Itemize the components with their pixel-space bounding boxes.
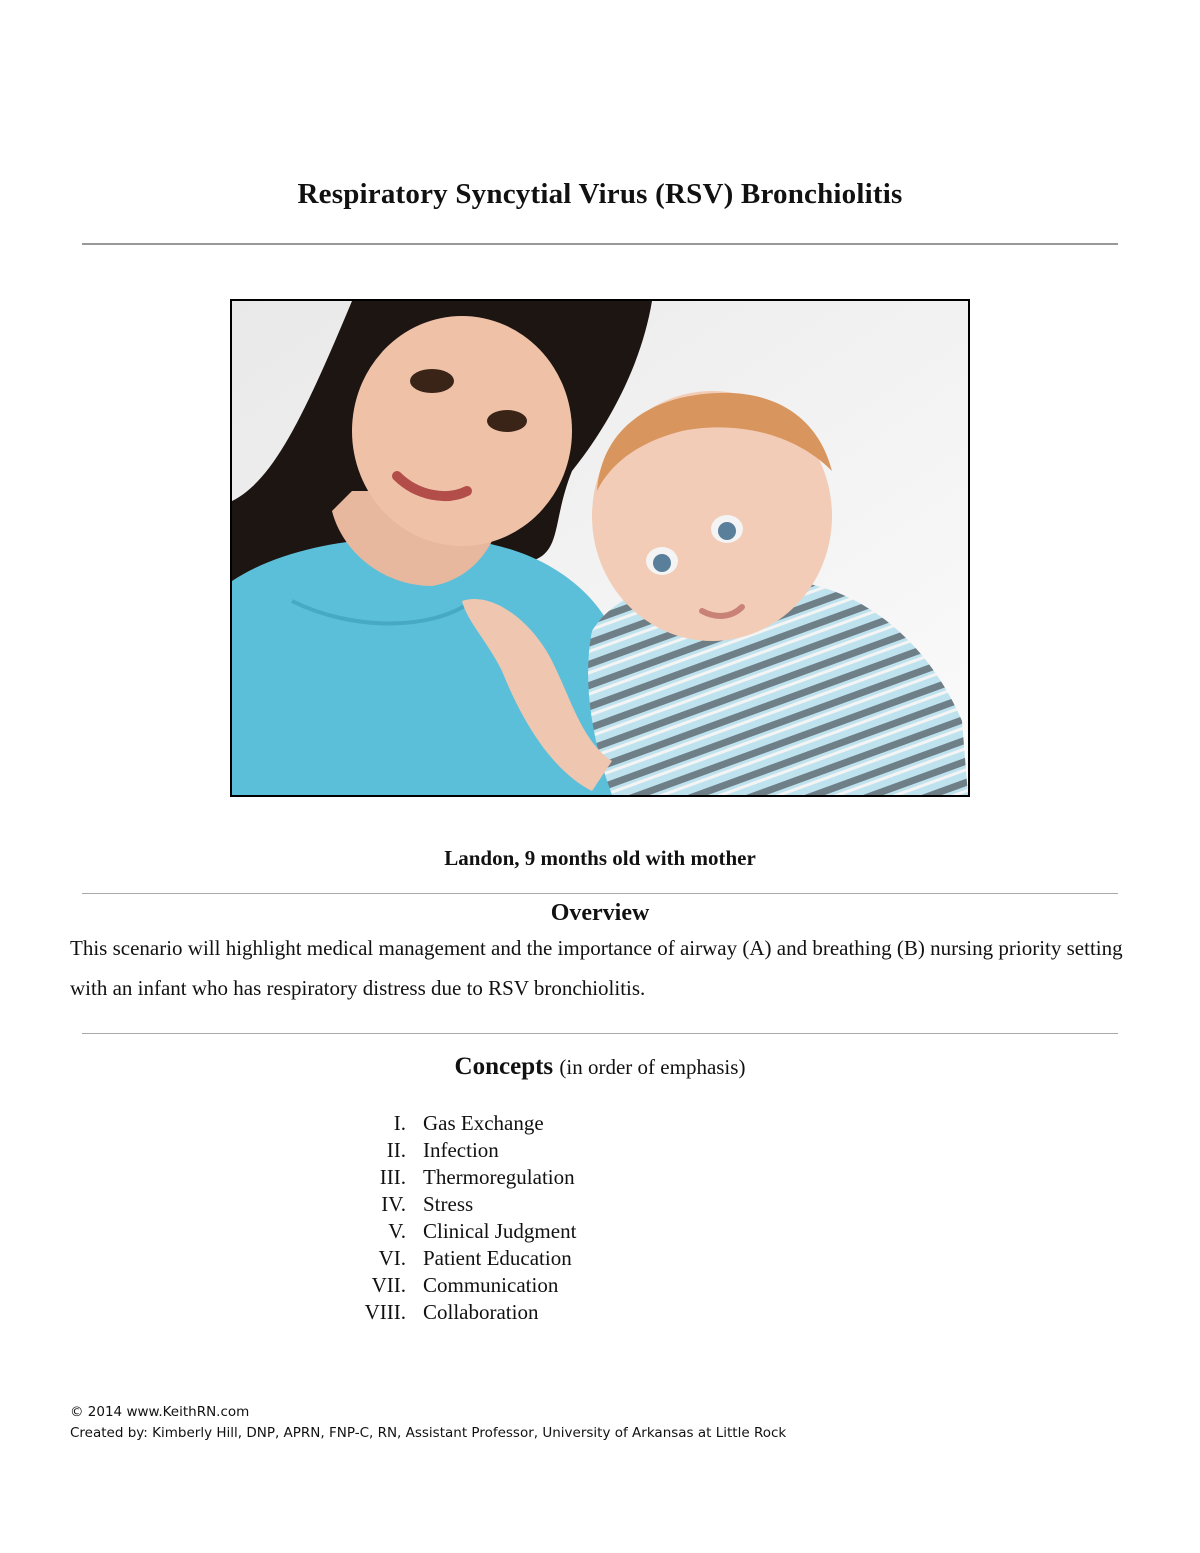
page-footer bbox=[70, 1402, 786, 1444]
list-item-label: Gas Exchange bbox=[423, 1111, 544, 1135]
list-item bbox=[340, 1137, 576, 1164]
list-item-label: Collaboration bbox=[423, 1300, 539, 1324]
overview-divider bbox=[82, 1033, 1118, 1034]
list-item-label: Thermoregulation bbox=[423, 1165, 575, 1189]
list-item-number: VII. bbox=[371, 1273, 406, 1297]
list-item bbox=[340, 1110, 576, 1137]
concepts-heading-title: Concepts bbox=[454, 1053, 554, 1080]
title-divider bbox=[82, 243, 1118, 245]
list-item-label: Infection bbox=[423, 1138, 499, 1162]
concepts-heading-subtitle: (in order of emphasis) bbox=[559, 1055, 746, 1079]
caption-divider bbox=[82, 893, 1118, 894]
list-item bbox=[340, 1299, 576, 1326]
footer-credit: Created by: Kimberly Hill, DNP, APRN, FNP-C, RN, Assistant Professor, University of Arkansas at Little Rock bbox=[70, 1425, 787, 1441]
list-item-label: Stress bbox=[423, 1192, 474, 1216]
mother-and-infant-photo bbox=[230, 299, 970, 797]
overview-paragraph: This scenario will highlight medical management and the importance of airway (A) and breathing (B) nursing priority setting with an infant who has respiratory distress due to RSV bronchiolitis. bbox=[70, 936, 1123, 1000]
concepts-heading bbox=[0, 1053, 1200, 1081]
list-item-number: III. bbox=[379, 1165, 406, 1189]
overview-heading: Overview bbox=[550, 900, 650, 926]
list-item-number: I. bbox=[393, 1111, 406, 1135]
list-item-label: Patient Education bbox=[423, 1246, 572, 1270]
list-item bbox=[340, 1218, 576, 1245]
list-item-number: VIII. bbox=[364, 1300, 406, 1324]
list-item-label: Clinical Judgment bbox=[423, 1219, 577, 1243]
list-item-number: V. bbox=[388, 1219, 406, 1243]
list-item bbox=[340, 1245, 576, 1272]
list-item bbox=[340, 1164, 576, 1191]
list-item-number: VI. bbox=[378, 1246, 406, 1270]
list-item bbox=[340, 1272, 576, 1299]
photo-illustration bbox=[232, 301, 968, 795]
footer-copyright: © 2014 www.KeithRN.com bbox=[70, 1404, 250, 1420]
list-item-number: IV. bbox=[381, 1192, 406, 1216]
concepts-list bbox=[340, 1110, 576, 1326]
list-item bbox=[340, 1191, 576, 1218]
page-title: Respiratory Syncytial Virus (RSV) Bronchiolitis bbox=[297, 178, 903, 210]
list-item-number: II. bbox=[386, 1138, 406, 1162]
list-item-label: Communication bbox=[423, 1273, 559, 1297]
photo-caption: Landon, 9 months old with mother bbox=[444, 846, 756, 870]
